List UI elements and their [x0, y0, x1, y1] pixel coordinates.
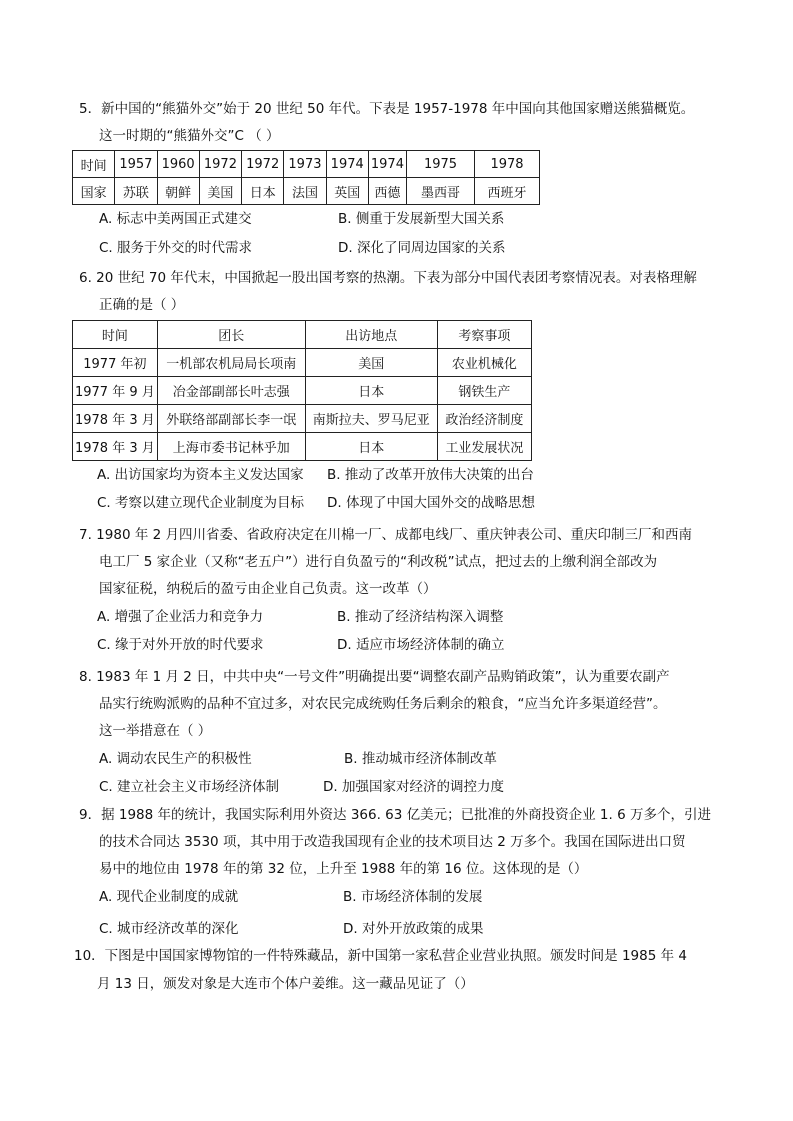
q6-option-c[interactable]: C. 考察以建立现代企业制度为目标: [97, 495, 305, 511]
table-cell: 墨西哥: [407, 178, 475, 205]
q5-option-b[interactable]: B. 侧重于发展新型大国关系: [338, 211, 505, 227]
table-cell: 外联络部副部长李一氓: [157, 405, 305, 433]
table-cell: 钢铁生产: [437, 377, 531, 405]
table-cell: 1978: [475, 151, 540, 178]
table-header-cell: 考察事项: [437, 321, 531, 349]
q6-stem-line2: 正确的是（ ）: [99, 297, 185, 313]
q8-stem-line1: 8. 1983 年 1 月 2 日，中共中央“一号文件”明确提出要“调整农副产品购销政策”，认为重要农副产: [79, 669, 670, 685]
table-cell: 1977 年初: [73, 349, 158, 377]
table-cell: 美国: [199, 178, 241, 205]
table-header-cell: 出访地点: [305, 321, 437, 349]
q9-option-b[interactable]: B. 市场经济体制的发展: [343, 889, 483, 905]
table-cell: 1978 年 3 月: [73, 405, 158, 433]
q7-option-b[interactable]: B. 推动了经济结构深入调整: [337, 609, 504, 625]
table-cell: 上海市委书记林乎加: [157, 433, 305, 461]
table-cell: 1973: [284, 151, 326, 178]
table-cell: 1957: [115, 151, 157, 178]
q9-option-c[interactable]: C. 城市经济改革的深化: [99, 921, 239, 937]
q9-option-d[interactable]: D. 对外开放政策的成果: [343, 921, 484, 937]
q7-stem-line2: 电工厂 5 家企业（又称“老五户”）进行自负盈亏的“利改税”试点，把过去的上缴利润全部改为: [99, 554, 658, 570]
table-cell: 1978 年 3 月: [73, 433, 158, 461]
q5-panda-table: [72, 150, 540, 205]
table-cell: 南斯拉夫、罗马尼亚: [305, 405, 437, 433]
table-cell: 朝鲜: [157, 178, 199, 205]
table-cell: 西德: [368, 178, 406, 205]
table-cell: 国家: [73, 178, 115, 205]
table-cell: 美国: [305, 349, 437, 377]
table-row: [73, 377, 532, 405]
table-cell: 冶金部副部长叶志强: [157, 377, 305, 405]
table-cell: 日本: [305, 377, 437, 405]
q5-stem-line2: 这一时期的“熊猫外交”C （ ）: [99, 128, 280, 144]
table-row: [73, 405, 532, 433]
q6-delegation-table: [72, 320, 532, 461]
table-header-cell: 时间: [73, 321, 158, 349]
q8-stem-line3: 这一举措意在（ ）: [99, 723, 212, 739]
q9-stem-line3: 易中的地位由 1978 年的第 32 位，上升至 1988 年的第 16 位。这体现的是（）: [99, 861, 588, 877]
q8-option-a[interactable]: A. 调动农民生产的积极性: [99, 751, 252, 767]
table-cell: 英国: [326, 178, 368, 205]
table-row: [73, 151, 540, 178]
q6-option-d[interactable]: D. 体现了中国大国外交的战略思想: [327, 495, 535, 511]
table-cell: 工业发展状况: [437, 433, 531, 461]
q8-stem-line2: 品实行统购派购的品种不宜过多，对农民完成统购任务后剩余的粮食，“应当允许多渠道经营”。: [99, 696, 667, 712]
q8-option-d[interactable]: D. 加强国家对经济的调控力度: [323, 779, 504, 795]
table-cell: 时间: [73, 151, 115, 178]
q7-stem-line3: 国家征税，纳税后的盈亏由企业自己负责。这一改革（）: [99, 581, 437, 597]
table-row: [73, 433, 532, 461]
q8-option-c[interactable]: C. 建立社会主义市场经济体制: [99, 779, 280, 795]
table-cell: 农业机械化: [437, 349, 531, 377]
table-row: [73, 349, 532, 377]
q7-option-a[interactable]: A. 增强了企业活力和竞争力: [97, 609, 264, 625]
q6-option-b[interactable]: B. 推动了改革开放伟大决策的出台: [327, 467, 534, 483]
table-cell: 苏联: [115, 178, 157, 205]
q5-stem-line1: 5．新中国的“熊猫外交”始于 20 世纪 50 年代。下表是 1957-1978 年中国向其他国家赠送熊猫概览。: [79, 101, 695, 117]
table-cell: 一机部农机局局长项南: [157, 349, 305, 377]
q8-option-b[interactable]: B. 推动城市经济体制改革: [344, 751, 497, 767]
table-cell: 日本: [242, 178, 284, 205]
table-cell: 1974: [368, 151, 406, 178]
q5-option-c[interactable]: C. 服务于外交的时代需求: [99, 240, 253, 256]
table-cell: 1960: [157, 151, 199, 178]
table-row: [73, 321, 532, 349]
table-cell: 政治经济制度: [437, 405, 531, 433]
q9-stem-line1: 9．据 1988 年的统计，我国实际利用外资达 366. 63 亿美元；已批准的外商投资企业 1. 6 万多个，引进: [79, 807, 711, 823]
table-row: [73, 178, 540, 205]
q6-stem-line1: 6. 20 世纪 70 年代末，中国掀起一股出国考察的热潮。下表为部分中国代表团考察情况表。对表格理解: [79, 270, 697, 286]
q9-stem-line2: 的技术合同达 3530 项，其中用于改造我国现有企业的技术项目达 2 万多个。我国在国际进出口贸: [99, 834, 686, 850]
table-cell: 日本: [305, 433, 437, 461]
q9-option-a[interactable]: A. 现代企业制度的成就: [99, 889, 239, 905]
table-cell: 1975: [407, 151, 475, 178]
q10-stem-line2: 月 13 日，颁发对象是大连市个体户姜维。这一藏品见证了（）: [97, 976, 474, 992]
q5-option-a[interactable]: A. 标志中美两国正式建交: [99, 211, 252, 227]
q5-option-d[interactable]: D. 深化了同周边国家的关系: [338, 240, 506, 256]
table-cell: 1972: [242, 151, 284, 178]
q6-option-a[interactable]: A. 出访国家均为资本主义发达国家: [97, 467, 304, 483]
q7-option-c[interactable]: C. 缘于对外开放的时代要求: [97, 637, 264, 653]
q7-option-d[interactable]: D. 适应市场经济体制的确立: [337, 637, 505, 653]
q10-stem-line1: 10．下图是中国国家博物馆的一件特殊藏品，新中国第一家私营企业营业执照。颁发时间是 1985 年 4: [74, 948, 687, 964]
q7-stem-line1: 7. 1980 年 2 月四川省委、省政府决定在川棉一厂、成都电线厂、重庆钟表公司、重庆印制三厂和西南: [79, 527, 692, 543]
table-header-cell: 团长: [157, 321, 305, 349]
table-cell: 1972: [199, 151, 241, 178]
table-cell: 1974: [326, 151, 368, 178]
table-cell: 1977 年 9 月: [73, 377, 158, 405]
table-cell: 西班牙: [475, 178, 540, 205]
table-cell: 法国: [284, 178, 326, 205]
